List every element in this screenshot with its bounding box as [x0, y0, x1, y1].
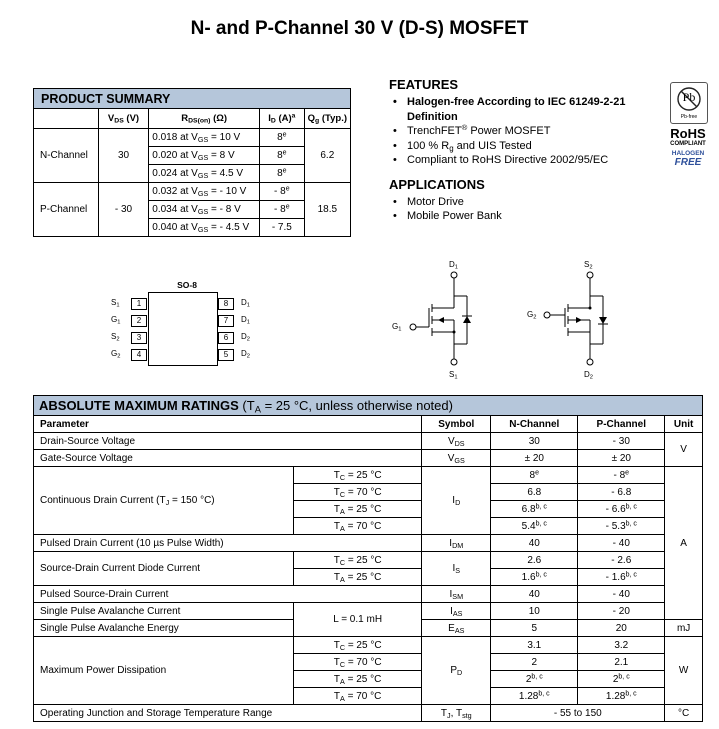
package-body [148, 292, 218, 366]
absolute-maximum-ratings-table: ABSOLUTE MAXIMUM RATINGS ($T_A = 25$ °C, unless otherwise noted) Parameter Symbol N-Channel P-Channel Unit Drain-Source Voltage $V_{DS}$ 30 - 30 V Gate-Source Voltage $V_{GS}$ ± 20 ± 20 Continuous Drain Current ($T_J = 150$ °C) $T_C = 25$ °C $I_D$ 8e - 8e A $T_C = 70$ °C 6.8 - 6.8 $T_A = 25$ °C 6.8$^{b, c}$ - 6.6$^{b, c}$ $T_A = 70$ °C 5.4$^{b, c}$ - 5.3$^{b, c}$ Pulsed Drain Current (10 µs Pulse Width) $I_{DM}$ 40 - 40 Source-Drain Current Diode Current $T_C = 25$ °C $I_S$ 2.6 - 2.6 $T_A = 25$ °C 1.6$^{b, c}$ - 1.6$^{b, c}$ Pulsed Source-Drain Current $I_{SM}$ 40 - 40 Single Pulse Avalanche Current L = 0.1 mH $I_{AS}$ 10 - 20 Single Pulse Avalanche Energy $E_{AS}$ 5 20 mJ Maximum Power Dissipation $T_C = 25$ °C $P_D$ 3.1 3.2 W $T_C = 70$ °C 2 2.1 $T_A = 25$ °C 2$^{b, c}$ 2$^{b, c}$ $T_A = 70$ °C 1.28$^{b, c}$ 1.28$^{b, c}$ Operating Junction and Storage Temperature Range $T_J$, $T_{stg}$ - 55 to 150 °C [33, 395, 703, 722]
pin-label: $S_2$ [111, 332, 120, 343]
pin-box: 4 [131, 349, 147, 361]
p-rds-row: 0.034 at $V_{GS}$ = - 8 V [149, 201, 260, 219]
n-rds-row: 0.020 at $V_{GS} = 8$ V [149, 147, 260, 165]
s1-label: $S_1$ [449, 370, 458, 381]
applications-heading: APPLICATIONS [389, 176, 485, 192]
feature-item: • 100 % $R_g$ and UIS Tested [389, 139, 625, 154]
pin-box: 6 [218, 332, 234, 344]
pin-label: $D_1$ [241, 315, 250, 326]
d1-label: $D_1$ [449, 260, 458, 271]
pin-box: 3 [131, 332, 147, 344]
n-rds-row: 0.018 at $V_{GS} = 10$ V [149, 129, 260, 147]
g1-label: $G_1$ [392, 322, 402, 333]
page-title: N- and P-Channel 30 V (D-S) MOSFET [190, 18, 529, 39]
s2-label: $S_2$ [584, 260, 593, 271]
package-name: SO-8 [177, 280, 197, 290]
so8-package-diagram [105, 278, 265, 368]
n-channel-schematic [385, 258, 495, 383]
pb-free-logo: Pb Pb-free [670, 82, 708, 124]
application-item: • Motor Drive [389, 195, 625, 210]
col-p-channel: P-Channel [578, 416, 665, 433]
col-parameter: Parameter [34, 416, 422, 433]
feature-item: • TrenchFET® Power MOSFET [389, 124, 625, 139]
pin-box: 7 [218, 315, 234, 327]
product-summary-table: PRODUCT SUMMARY $V_{DS}$ (V) $R_{DS(on)}$ (Ω) $I_D$ $(A)^a$ $Q_g$ (Typ.) N-Channel 30 0.018 at $V_{GS} = 10$ V 8e 6.2 0.020 at $V_{GS} = 8$ V 8e 0.024 at $V_{GS} = 4.5$ V 8e P-Channel - 30 0.032 at $V_{GS}$ = - 10 V - 8e 18.5 0.034 at $V_{GS}$ = - 8 V - 8e 0.040 at $V_{GS}$ = - 4.5 V - 7.5 [33, 88, 351, 237]
pin-label: $S_1$ [111, 298, 120, 309]
col-unit: Unit [665, 416, 703, 433]
pin-label: $D_2$ [241, 349, 250, 360]
pin-box: 2 [131, 315, 147, 327]
p-rds-row: 0.032 at $V_{GS}$ = - 10 V [149, 183, 260, 201]
p-channel-label: P-Channel [34, 183, 99, 237]
n-id-row: 8e [260, 129, 305, 147]
col-n-channel: N-Channel [491, 416, 578, 433]
amr-heading: ABSOLUTE MAXIMUM RATINGS ($T_A = 25$ °C, unless otherwise noted) [34, 396, 703, 416]
pin-box: 1 [131, 298, 147, 310]
rohs-badge: RoHS COMPLIANT HALOGEN FREE [670, 126, 706, 168]
pin-box: 5 [218, 349, 234, 361]
pin-label: $G_2$ [111, 349, 121, 360]
n-vds: 30 [98, 129, 149, 183]
d2-label: $D_2$ [584, 370, 593, 381]
p-id-row: - 7.5 [260, 219, 305, 237]
n-channel-label: N-Channel [34, 129, 99, 183]
col-symbol: Symbol [422, 416, 491, 433]
features-heading: FEATURES [389, 77, 459, 92]
product-summary-heading: PRODUCT SUMMARY [34, 89, 351, 109]
pin-label: $G_1$ [111, 315, 121, 326]
g2-label: $G_2$ [527, 310, 537, 321]
pin-box: 8 [218, 298, 234, 310]
application-item: • Mobile Power Bank [389, 209, 625, 224]
n-id-row: 8e [260, 165, 305, 183]
p-rds-row: 0.040 at $V_{GS}$ = - 4.5 V [149, 219, 260, 237]
p-channel-schematic [525, 258, 635, 383]
pin-label: $D_2$ [241, 332, 250, 343]
n-qg: 6.2 [304, 129, 350, 183]
p-mosfet-symbol-icon [525, 258, 635, 383]
feature-item: • Halogen-free According to IEC 61249-2-21 Definition [389, 95, 625, 124]
p-vds: - 30 [98, 183, 149, 237]
n-rds-row: 0.024 at $V_{GS} = 4.5$ V [149, 165, 260, 183]
p-qg: 18.5 [304, 183, 350, 237]
feature-item: • Compliant to RoHS Directive 2002/95/EC [389, 153, 625, 168]
features-section [389, 77, 625, 224]
p-id-row: - 8e [260, 201, 305, 219]
pin-label: $D_1$ [241, 298, 250, 309]
n-mosfet-symbol-icon [385, 258, 495, 383]
p-id-row: - 8e [260, 183, 305, 201]
n-id-row: 8e [260, 147, 305, 165]
